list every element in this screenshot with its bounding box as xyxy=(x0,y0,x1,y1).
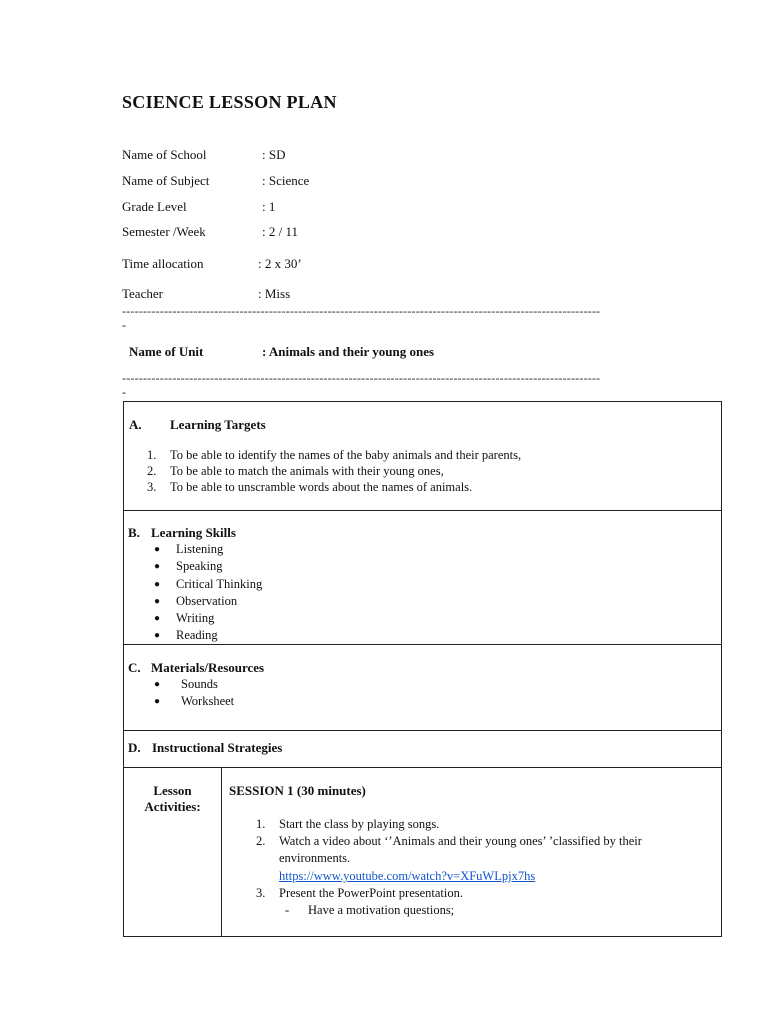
section-b-letter: B. xyxy=(128,525,140,540)
bullet-icon: ● xyxy=(154,579,161,590)
list-item xyxy=(256,851,350,866)
unit-label: Name of Unit xyxy=(129,344,204,359)
list-text: Observation xyxy=(176,594,238,608)
list-text: Critical Thinking xyxy=(176,577,263,591)
bullet-icon: ● xyxy=(154,679,161,690)
info-value-grade: : 1 xyxy=(262,199,276,214)
info-value-teacher: : Miss xyxy=(258,286,291,301)
section-a-heading: Learning Targets xyxy=(170,417,266,432)
video-link[interactable]: https://www.youtube.com/watch?v=XFuWLpjx7hs xyxy=(279,869,536,883)
info-label-grade: Grade Level xyxy=(122,199,187,214)
list-item xyxy=(154,677,218,692)
list-number: 2. xyxy=(256,834,266,848)
list-item xyxy=(256,886,463,901)
info-label-teacher: Teacher xyxy=(122,286,163,301)
list-text: To be able to match the animals with their young ones, xyxy=(170,464,444,478)
list-text: Worksheet xyxy=(181,694,235,708)
info-value-school: : SD xyxy=(262,147,286,162)
section-a-letter: A. xyxy=(129,417,142,432)
list-item xyxy=(154,577,262,592)
info-label-semester: Semester /Week xyxy=(122,224,206,239)
list-item xyxy=(154,594,237,609)
list-item xyxy=(147,464,444,479)
list-text: To be able to unscramble words about the names of animals. xyxy=(170,480,473,494)
info-value-subject: : Science xyxy=(262,173,310,188)
dash-marker: - xyxy=(285,903,290,917)
list-item xyxy=(147,480,472,495)
bullet-icon: ● xyxy=(154,630,161,641)
sub-list-item xyxy=(285,903,454,918)
section-d-heading: Instructional Strategies xyxy=(152,740,283,755)
bullet-icon: ● xyxy=(154,544,161,555)
separator-tail: - xyxy=(122,318,126,332)
list-number: 2. xyxy=(147,464,157,478)
bullet-icon: ● xyxy=(154,561,161,572)
document-title: SCIENCE LESSON PLAN xyxy=(122,92,337,112)
list-item xyxy=(154,559,223,574)
bullet-icon: ● xyxy=(154,696,161,707)
list-text: Speaking xyxy=(176,559,223,573)
section-c-letter: C. xyxy=(128,660,141,675)
list-number: 1. xyxy=(256,817,266,831)
list-number: 1. xyxy=(147,448,157,462)
list-item xyxy=(256,817,439,832)
session-title: SESSION 1 (30 minutes) xyxy=(229,783,366,798)
section-c-heading: Materials/Resources xyxy=(151,660,265,675)
activities-label-line1: Lesson xyxy=(153,783,192,798)
list-number: 3. xyxy=(256,886,266,900)
list-text: Listening xyxy=(176,542,224,556)
list-text: Watch a video about ‘’Animals and their young ones’ ’classified by their xyxy=(279,834,642,848)
list-text: Have a motivation questions; xyxy=(308,903,455,917)
bullet-icon: ● xyxy=(154,596,161,607)
separator-tail: - xyxy=(122,385,126,399)
list-item xyxy=(154,694,234,709)
list-text: Present the PowerPoint presentation. xyxy=(279,886,463,900)
table-divider xyxy=(221,767,222,937)
section-d-letter: D. xyxy=(128,740,141,755)
info-value-semester: : 2 / 11 xyxy=(262,224,298,239)
list-text: Sounds xyxy=(181,677,218,691)
info-label-time: Time allocation xyxy=(122,256,204,271)
separator-line: ------------------------------------------------------------------------------------------------------------------ xyxy=(122,304,601,318)
list-text: Reading xyxy=(176,628,218,642)
list-text: Writing xyxy=(176,611,215,625)
list-item xyxy=(154,542,223,557)
info-label-subject: Name of Subject xyxy=(122,173,210,188)
list-text: To be able to identify the names of the baby animals and their parents, xyxy=(170,448,522,462)
unit-value: : Animals and their young ones xyxy=(262,344,435,359)
list-item xyxy=(256,834,642,849)
section-b-heading: Learning Skills xyxy=(151,525,236,540)
list-item xyxy=(154,611,214,626)
list-number: 3. xyxy=(147,480,157,494)
separator-line: ------------------------------------------------------------------------------------------------------------------ xyxy=(122,371,601,385)
list-item xyxy=(256,869,535,884)
bullet-icon: ● xyxy=(154,613,161,624)
list-text: Start the class by playing songs. xyxy=(279,817,440,831)
list-item xyxy=(147,448,521,463)
list-text: environments. xyxy=(279,851,351,865)
list-item xyxy=(154,628,218,643)
activities-label-line2: Activities: xyxy=(144,799,201,814)
info-value-time: : 2 x 30’ xyxy=(258,256,302,271)
info-label-school: Name of School xyxy=(122,147,207,162)
